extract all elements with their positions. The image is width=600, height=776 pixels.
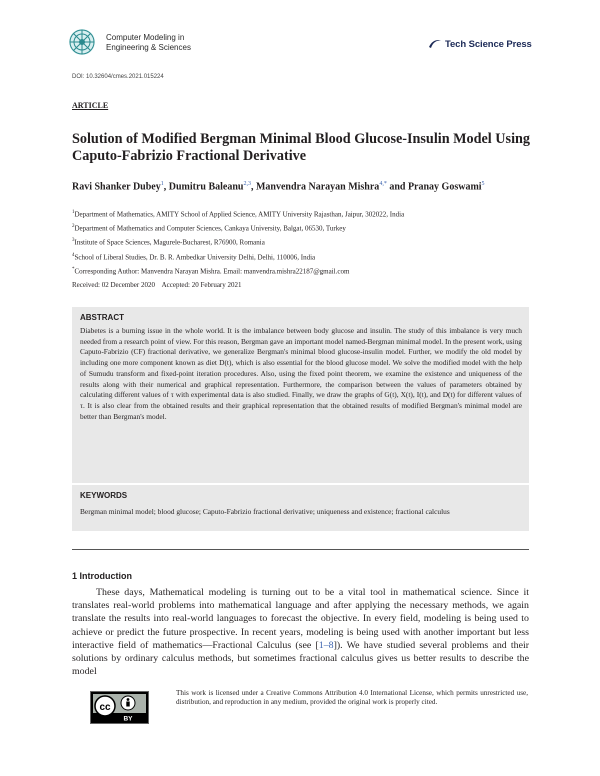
article-type: ARTICLE	[72, 101, 109, 110]
keywords-text: Bergman minimal model; blood glucose; Caputo-Fabrizio fractional derivative; uniqueness and existence; fractional calculus	[80, 507, 450, 516]
affiliation: $^2$Department of Mathematics and Computer Sciences, Cankaya University, Balgat, 06530, Turkey	[72, 224, 346, 233]
author-affil-mark[interactable]: 1	[160, 181, 164, 187]
author-name: Pranay Goswami	[407, 181, 482, 193]
license-text: This work is licensed under a Creative Commons Attribution 4.0 International License, which permits unrestricted use, distribution, and reproduction in any medium, provided the original work is properly cited.	[176, 689, 528, 707]
article-dates: Received: 02 December 2020 Accepted: 20 February 2021	[72, 281, 242, 289]
introduction-paragraph: These days, Mathematical modeling is turning out to be a vital tool in mathematical science. Since it translates real-world problems into mathematical language and after applying the necessary methods, we again translate the results into real-world languages to forecast the objective. In every field, modeling is being used to achieve or predict the future prospective. In recent years, modeling is being used with another important but less interactive field of mathematics—Fractional Calculus (see [1–8]). We have studied several problems and their solutions by ordinary calculus methods, but sometimes fractional calculus gives us better results to describe the model	[72, 587, 529, 678]
author-affil-mark[interactable]: 2,3	[243, 181, 251, 187]
journal-logo-icon	[68, 28, 96, 56]
svg-text:BY: BY	[123, 715, 133, 723]
affiliation: $^3$Institute of Space Sciences, Magurele-Bucharest, R76900, Romania	[72, 238, 265, 247]
author-name: Ravi Shanker Dubey	[72, 181, 161, 193]
journal-name-line1: Computer Modeling in	[106, 33, 185, 42]
author-separator: ,	[163, 181, 169, 193]
author-list	[72, 181, 485, 192]
section-divider	[72, 549, 529, 550]
abstract-text: Diabetes is a burning issue in the whole world. It is the imbalance between body glucose and insulin. The study of this imbalance is very much needed from a research point of view. For this reason, Bergman gave an important model named-Bergman minimal model. In the present work, using Caputo-Fabrizio (CF) fractional derivative, we generalize Bergman's minimal blood glucose-insulin model. Further, we modify the old model by including one more component known as diet D(t), which is also essential for the blood glucose model. We solve the modified model with the help of Sumudu transform and fixed-point iteration procedures. Also, using the fixed point theorem, we examine the existence and uniqueness of the results along with their numerical and graphical representation. Furthermore, the comparison between the values of parameters obtained by calculating different values of τ with experimental data is also studied. Finally, we draw the graphs of G(t), X(t), I(t), and D(t) for different values of τ. It is also clear from the obtained results and their graphical representation that the obtained results of modified Bergman's minimal model are better than Bergman's model.	[80, 326, 522, 421]
affiliation: $^1$Department of Mathematics, AMITY School of Applied Science, AMITY University Rajasthan, Jaipur, 302022, India	[72, 210, 405, 219]
section-heading-introduction: 1 Introduction	[72, 571, 132, 581]
svg-text:cc: cc	[99, 702, 111, 713]
journal-name-line2: Engineering & Sciences	[106, 43, 191, 52]
creative-commons-icon	[91, 692, 148, 723]
citation-link[interactable]: 1–8	[318, 639, 334, 651]
corresponding-author: *Corresponding Author: Manvendra Narayan Mishra. Email: manvendra.mishra22187@gmail.com	[72, 267, 350, 276]
doi: DOI: 10.32604/cmes.2021.015224	[72, 74, 164, 80]
author-affil-mark[interactable]: 5	[481, 181, 485, 187]
author-name: Dumitru Baleanu	[168, 181, 244, 193]
journal-name	[106, 33, 191, 53]
publisher-swoosh-icon	[428, 38, 442, 50]
keywords-heading: KEYWORDS	[80, 491, 128, 500]
author-separator: and	[386, 181, 408, 193]
abstract-heading: ABSTRACT	[80, 313, 124, 322]
author-separator: ,	[250, 181, 256, 193]
cc-by-license-badge[interactable]	[90, 691, 149, 724]
publisher-logo	[428, 38, 532, 50]
publisher-name: Tech Science Press	[445, 38, 532, 50]
article-title: Solution of Modified Bergman Minimal Blood Glucose-Insulin Model Using Caputo-Fabrizio Fractional Derivative	[72, 131, 530, 164]
affiliation: $^4$School of Liberal Studies, Dr. B. R. Ambedkar University Delhi, Delhi, 110006, India	[72, 253, 316, 262]
author-name: Manvendra Narayan Mishra	[255, 181, 380, 193]
author-affil-mark[interactable]: 4,*	[379, 181, 387, 187]
